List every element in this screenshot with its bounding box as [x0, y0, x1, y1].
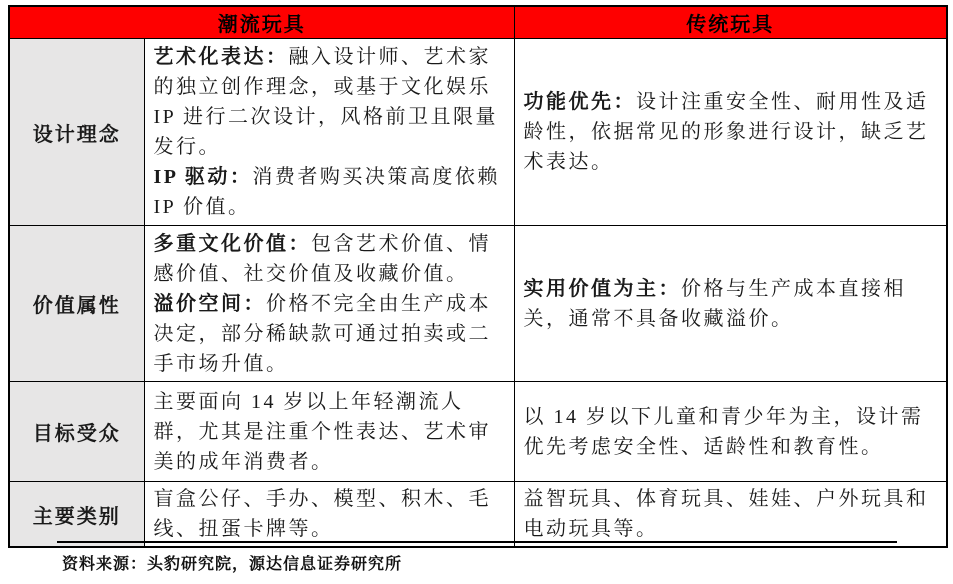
row-label: 价值属性 — [9, 226, 144, 382]
header-trendy-toys: 潮流玩具 — [9, 6, 514, 39]
source-note: 资料来源：头豹研究院，源达信息证券研究所 — [62, 556, 403, 573]
row-label: 目标受众 — [9, 382, 144, 482]
cell-traditional — [514, 382, 947, 482]
cell-traditional — [514, 226, 947, 382]
paragraph: 盲盒公仔、手办、模型、积木、毛线、扭蛋卡牌等。 — [153, 488, 491, 540]
cell-trendy — [144, 482, 514, 548]
paragraph: IP 驱动：消费者购买决策高度依赖 IP 价值。 — [153, 166, 500, 218]
comparison-table — [8, 5, 948, 548]
table-row — [9, 482, 947, 548]
row-label: 设计理念 — [9, 39, 144, 226]
cell-trendy — [144, 382, 514, 482]
paragraph: 实用价值为主：价格与生产成本直接相关，通常不具备收藏溢价。 — [523, 277, 906, 330]
paragraph: 溢价空间：价格不完全由生产成本决定，部分稀缺款可通过拍卖或二手市场升值。 — [153, 292, 491, 375]
table-body — [9, 39, 947, 548]
table-row — [9, 39, 947, 226]
header-traditional-toys: 传统玩具 — [514, 6, 947, 39]
paragraph: 以 14 岁以下儿童和青少年为主，设计需优先考虑安全性、适龄性和教育性。 — [523, 405, 924, 458]
cell-traditional — [514, 39, 947, 226]
cell-trendy — [144, 39, 514, 226]
table-row — [9, 382, 947, 482]
paragraph: 多重文化价值：包含艺术价值、情感价值、社交价值及收藏价值。 — [153, 232, 491, 285]
cell-trendy — [144, 226, 514, 382]
cell-traditional — [514, 482, 947, 548]
paragraph: 艺术化表达：融入设计师、艺术家的独立创作理念，或基于文化娱乐 IP 进行二次设计，风格前卫且限量发行。 — [153, 46, 499, 158]
paragraph: 功能优先：设计注重安全性、耐用性及适龄性，依据常见的形象进行设计，缺乏艺术表达。 — [523, 91, 929, 173]
paragraph: 主要面向 14 岁以上年轻潮流人群，尤其是注重个性表达、艺术审美的成年消费者。 — [153, 390, 491, 473]
table-header-row — [9, 6, 947, 39]
source-divider — [57, 541, 897, 543]
paragraph: 益智玩具、体育玩具、娃娃、户外玩具和电动玩具等。 — [523, 488, 929, 540]
row-label: 主要类别 — [9, 482, 144, 548]
table-row — [9, 226, 947, 382]
